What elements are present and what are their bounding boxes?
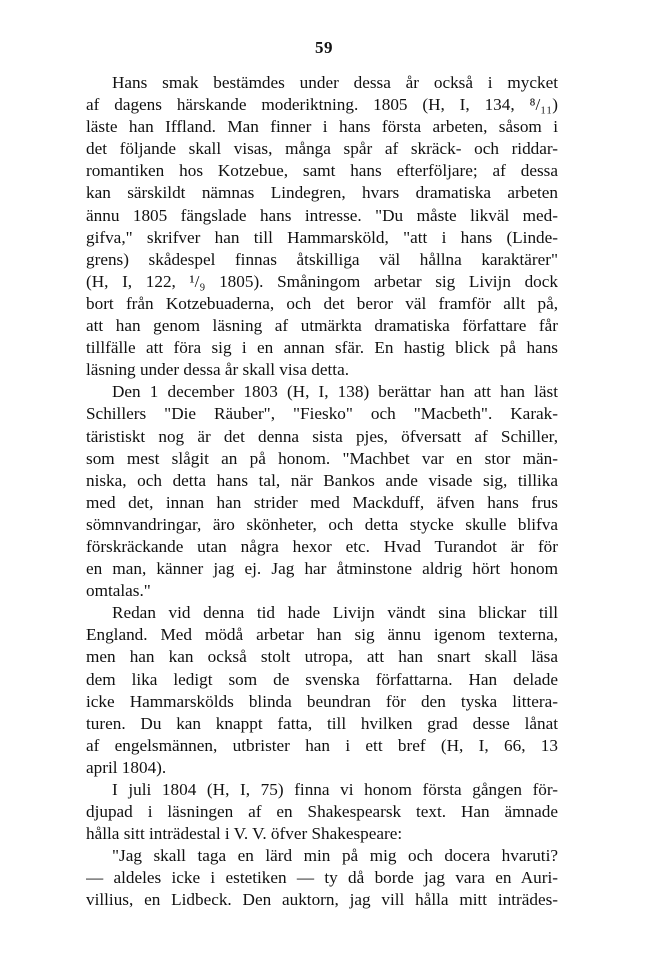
text-line: (H, I, 122, ¹/₉ 1805). Småningom arbetar sig Livijn dock xyxy=(86,271,558,291)
text-line: af dagens härskande moderiktning. 1805 (H, I, 134, ⁸/₁₁) xyxy=(86,95,558,115)
text-line: icke Hammarskölds blinda beundran för den tyska littera- xyxy=(86,691,558,711)
text-line: en man, känner jag ej. Jag har åtminstone aldrig hört honom xyxy=(86,559,558,579)
text-line: täristiskt nog är det denna sista pjes, öfversatt af Schiller, xyxy=(86,426,558,446)
text-line: I juli 1804 (H, I, 75) finna vi honom första gången för- xyxy=(112,780,558,799)
text-line: "Jag skall taga en lärd min på mig och docera hvaruti? xyxy=(112,846,558,866)
text-line: djupad i läsningen af en Shakespearsk text. Han ämnade xyxy=(86,802,558,822)
text-line: omtalas." xyxy=(86,581,151,601)
text-line: villius, en Lidbeck. Den auktorn, jag vill hålla mitt inträdes- xyxy=(86,890,558,910)
text-line: som mest slågit an på honom. "Machbet var en stor män- xyxy=(86,448,558,468)
page-number: 59 xyxy=(315,38,333,57)
text-line: bort från Kotzebuaderna, och det beror väl framför allt på, xyxy=(86,293,558,313)
text-line: ännu 1805 fängslade hans intresse. "Du måste likväl med- xyxy=(86,205,558,225)
body-text xyxy=(86,72,558,912)
text-line: Redan vid denna tid hade Livijn vändt sina blickar till xyxy=(112,603,558,623)
text-line: läste han Iffland. Man finner i hans första arbeten, såsom i xyxy=(86,117,558,137)
text-line: att han genom läsning af utmärkta dramatiska författare får xyxy=(86,316,558,336)
text-line: turen. Du kan knappt fatta, till hvilken grad desse lånat xyxy=(86,713,558,733)
text-line: Hans smak bestämdes under dessa år också i mycket xyxy=(112,73,558,92)
text-line: hålla sitt inträdestal i V. V. öfver Shakespeare: xyxy=(86,824,403,844)
text-line: grens) skådespel finnas åtskilliga väl hållna karaktärer" xyxy=(86,249,558,269)
text-line: — aldeles icke i estetiken — ty då borde jag vara en Auri- xyxy=(86,868,558,888)
text-line: tillfälle att föra sig i en annan sfär. En hastig blick på hans xyxy=(86,338,558,358)
text-line: sömnvandringar, äro skönheter, och detta stycke skulle blifva xyxy=(86,514,558,534)
text-line: dem lika ledigt som de svenska författarna. Han delade xyxy=(86,669,558,689)
text-line: Schillers "Die Räuber", "Fiesko" och "Macbeth". Karak- xyxy=(86,404,558,424)
text-line: men han kan också stolt utropa, att han snart skall läsa xyxy=(86,647,558,667)
text-line: förskräckande utan några hexor etc. Hvad Turandot är för xyxy=(86,536,558,556)
text-line: Den 1 december 1803 (H, I, 138) berättar han att han läst xyxy=(112,382,558,402)
text-line: af engelsmännen, utbrister han i ett bref (H, I, 66, 13 xyxy=(86,735,558,755)
text-line: april 1804). xyxy=(86,757,167,777)
text-line: kan särskildt nämnas Lindegren, hvars dramatiska arbeten xyxy=(86,183,558,203)
text-line: med det, innan han strider med Mackduff, äfven hans frus xyxy=(86,492,558,512)
text-line: England. Med mödå arbetar han sig ännu igenom texterna, xyxy=(86,625,558,645)
text-line: läsning under dessa år skall visa detta. xyxy=(86,360,349,380)
text-line: niska, och detta hans tal, när Bankos ande visade sig, tillika xyxy=(86,470,558,490)
text-line: det följande skall visas, många spår af skräck- och riddar- xyxy=(86,139,558,159)
text-line: romantiken hos Kotzebue, samt hans efterföljare; af dessa xyxy=(86,161,558,181)
text-line: gifva," skrifver han till Hammarsköld, "att i hans (Linde- xyxy=(86,227,558,247)
